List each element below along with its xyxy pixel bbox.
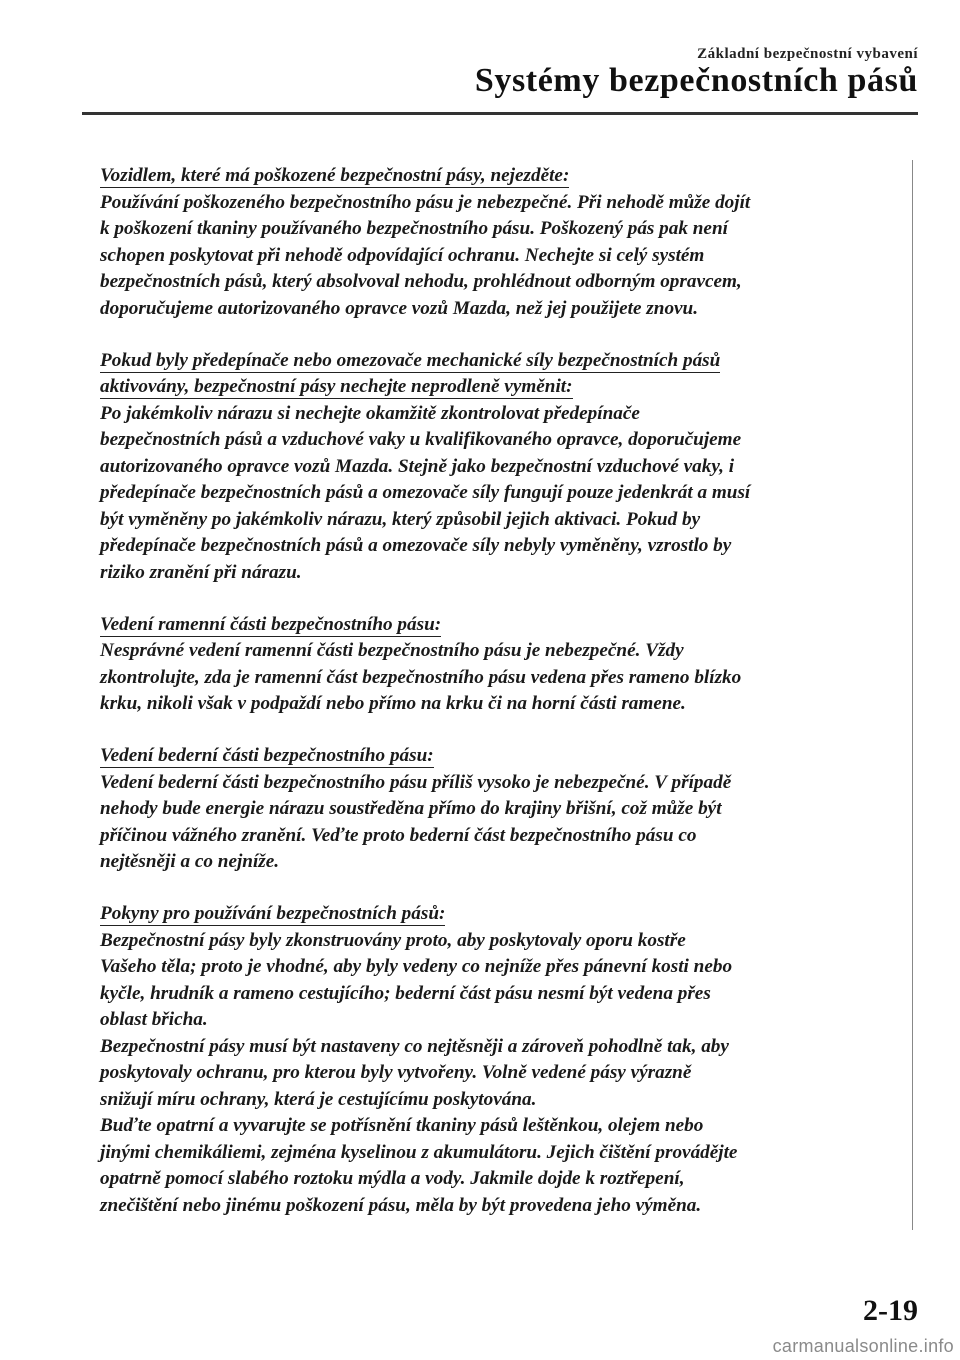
paragraph-line: příčinou vážného zranění. Veďte proto bederní část bezpečnostního pásu co — [100, 824, 697, 846]
paragraph-line: snižují míru ochrany, která je cestujícímu poskytována. — [100, 1088, 537, 1110]
warning-block — [100, 743, 908, 876]
heading-line-text: Vedení bederní části bezpečnostního pásu: — [100, 745, 434, 766]
block-paragraph — [100, 638, 908, 718]
block-paragraph — [100, 770, 908, 876]
block-heading — [100, 163, 908, 190]
block-heading — [100, 743, 908, 770]
block-paragraph — [100, 401, 908, 587]
paragraph-line: kyčle, hrudník a rameno cestujícího; bederní část pásu nesmí být vedena přes — [100, 982, 711, 1004]
heading-line — [100, 163, 908, 190]
block-paragraph — [100, 190, 908, 323]
paragraph-line: být vyměněny po jakémkoliv nárazu, který způsobil jejich aktivaci. Pokud by — [100, 508, 701, 530]
heading-line — [100, 348, 908, 375]
heading-line-text: Pokyny pro používání bezpečnostních pásů: — [100, 903, 446, 924]
paragraph-line: Bezpečnostní pásy musí být nastaveny co nejtěsněji a zároveň pohodlně tak, aby — [100, 1035, 729, 1057]
heading-line-text: Pokud byly předepínače nebo omezovače mechanické síly bezpečnostních pásů — [100, 349, 721, 371]
page-number: 2-19 — [863, 1294, 918, 1327]
warning-block — [100, 901, 908, 1219]
margin-divider — [912, 160, 913, 1230]
heading-line — [100, 901, 908, 928]
block-paragraph — [100, 928, 908, 1220]
warning-block — [100, 348, 908, 587]
heading-line — [100, 374, 908, 401]
paragraph-line: schopen poskytovat při nehodě odpovídající ochranu. Nechejte si celý systém — [100, 244, 705, 266]
heading-line-text: Vozidlem, které má poškozené bezpečnostní pásy, nejezděte: — [100, 165, 570, 186]
paragraph-line: Bezpečnostní pásy byly zkonstruovány proto, aby poskytovaly oporu kostře — [100, 929, 686, 951]
paragraph-line: Po jakémkoliv nárazu si nechejte okamžitě zkontrolovat předepínače — [100, 402, 640, 424]
block-heading — [100, 348, 908, 401]
paragraph-line: předepínače bezpečnostních pásů a omezovače síly nebyly vyměněny, vzrostlo by — [100, 535, 732, 556]
paragraph-line: nejtěsněji a co nejníže. — [100, 851, 280, 872]
paragraph-line: nehody bude energie nárazu soustředěna přímo do krajiny břišní, což může být — [100, 798, 722, 819]
heading-line-text: Vedení ramenní části bezpečnostního pásu: — [100, 613, 442, 635]
paragraph-line: riziko zranění při nárazu. — [100, 561, 302, 583]
paragraph-line: poskytovaly ochranu, pro kterou byly vytvořeny. Volně vedené pásy výrazně — [100, 1062, 692, 1083]
paragraph-line: doporučujeme autorizovaného opravce vozů Mazda, než jej použijete znovu. — [100, 297, 699, 319]
paragraph-line: k poškození tkaniny používaného bezpečnostního pásu. Poškozený pás pak není — [100, 218, 728, 239]
heading-line — [100, 612, 908, 639]
paragraph-line: autorizovaného opravce vozů Mazda. Stejně jako bezpečnostní vzduchové vaky, i — [100, 455, 735, 477]
paragraph-line: opatrně pomocí slabého roztoku mýdla a vody. Jakmile dojde k roztřepení, — [100, 1168, 685, 1189]
paragraph-line: bezpečnostních pásů, který absolvoval nehodu, prohlédnout odborným opravcem, — [100, 271, 742, 292]
document-body — [100, 163, 908, 1245]
section-title: Základní bezpečnostní vybavení — [697, 46, 918, 62]
paragraph-line: předepínače bezpečnostních pásů a omezovače síly fungují pouze jedenkrát a musí — [100, 482, 751, 503]
page-title: Systémy bezpečnostních pásů — [474, 62, 918, 99]
paragraph-line: Vašeho těla; proto je vhodné, aby byly vedeny co nejníže přes pánevní kosti nebo — [100, 956, 733, 977]
header-divider — [82, 112, 918, 115]
block-heading — [100, 612, 908, 639]
paragraph-line: Používání poškozeného bezpečnostního pásu je nebezpečné. Při nehodě může dojít — [100, 191, 751, 213]
paragraph-line: Nesprávné vedení ramenní části bezpečnostního pásu je nebezpečné. Vždy — [100, 640, 684, 661]
paragraph-line: Vedení bederní části bezpečnostního pásu příliš vysoko je nebezpečné. V případě — [100, 771, 732, 793]
paragraph-line: bezpečnostních pásů a vzduchové vaky u kvalifikovaného opravce, doporučujeme — [100, 429, 742, 450]
paragraph-line: zkontrolujte, zda je ramenní část bezpečnostního pásu vedena přes rameno blízko — [100, 666, 742, 688]
watermark-link[interactable]: carmanualsonline.info — [772, 1336, 954, 1356]
heading-line — [100, 743, 908, 770]
paragraph-line: Buďte opatrní a vyvarujte se potřísnění tkaniny pásů leštěnkou, olejem nebo — [100, 1115, 704, 1136]
block-heading — [100, 901, 908, 928]
paragraph-line: oblast břicha. — [100, 1009, 208, 1030]
paragraph-line: jinými chemikáliemi, zejména kyselinou z akumulátoru. Jejich čištění provádějte — [100, 1141, 738, 1163]
paragraph-line: znečištění nebo jinému poškození pásu, měla by být provedena jeho výměna. — [100, 1194, 702, 1216]
paragraph-line: krku, nikoli však v podpaždí nebo přímo na krku či na horní části ramene. — [100, 693, 686, 714]
warning-block — [100, 163, 908, 322]
heading-line-text: aktivovány, bezpečnostní pásy nechejte neprodleně vyměnit: — [100, 376, 573, 397]
warning-block — [100, 612, 908, 718]
